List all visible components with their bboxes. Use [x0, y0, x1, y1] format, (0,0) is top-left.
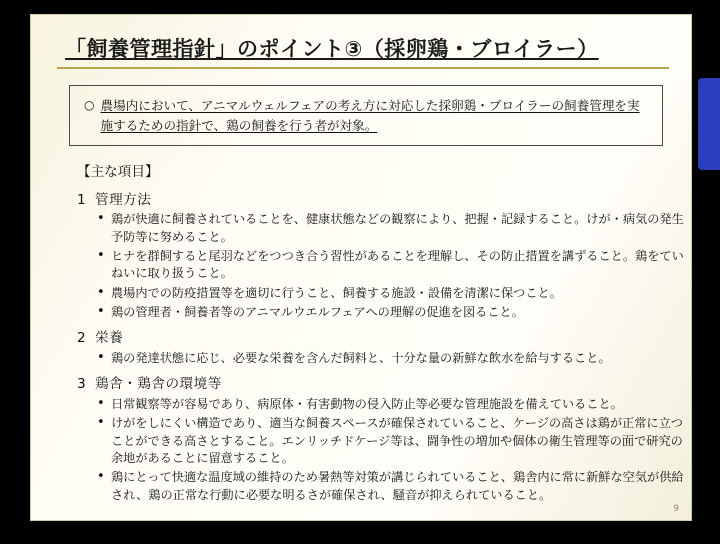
page-title-text	[65, 33, 665, 63]
circle-marker-icon: ○	[84, 98, 95, 112]
section-heading-2	[77, 329, 687, 349]
intro-box	[69, 85, 663, 146]
intro-paragraph	[84, 96, 650, 135]
page-title	[65, 33, 665, 63]
main-items-heading: 【主な項目】	[77, 164, 159, 180]
bullet-list-2	[95, 350, 687, 367]
section-name-2: 栄養	[95, 330, 124, 347]
slide-page	[30, 14, 692, 521]
body-content	[77, 163, 687, 506]
list-item: • 鶏にとって快適な温度域の維持のため暑熱等対策が講じられていること、鶏舎内に常に新鮮な空気が供給され、鶏の正常な行動に必要な明るさが確保され、騒音が抑えられていること。	[95, 469, 687, 504]
list-item: • ヒナを群飼すると尾羽などをつつき合う習性があることを理解し、その防止措置を講ずること。鶏をていねいに取り扱うこと。	[95, 248, 687, 283]
list-item: • 日常観察等が容易であり、病原体・有害動物の侵入防止等必要な管理施設を備えていること。	[95, 396, 687, 413]
list-item: • けがをしにくい構造であり、適当な飼養スペースが確保されていること、ケージの高さは鶏が正常に立つことができる高さとすること。エンリッチドケージ等は、闘争性の増加や個体の衛生管理等の面で研究の余地があることに留意すること。	[95, 415, 687, 467]
list-item: • 鶏が快適に飼養されていることを、健康状態などの観察により、把握・記録すること。けが・病気の発生予防等に努めること。	[95, 211, 687, 246]
list-item: • 鶏の発達状態に応じ、必要な栄養を含んだ飼料と、十分な量の新鮮な飲水を給与すること。	[95, 350, 687, 367]
title-divider	[57, 67, 669, 69]
page-number: 9	[673, 504, 679, 514]
section-heading-1	[77, 191, 687, 211]
bullet-list-3	[95, 396, 687, 504]
section-name-1: 管理方法	[95, 191, 152, 208]
list-item: • 鶏の管理者・飼養者等のアニマルウエルフェアへの理解の促進を図ること。	[95, 304, 687, 321]
section-name-3: 鶏舎・鶏舎の環境等	[95, 376, 222, 393]
section-heading-3	[77, 375, 687, 395]
list-item: • 農場内での防疫措置等を適切に行うこと、飼養する施設・設備を清潔に保つこと。	[95, 285, 687, 302]
section-number-3: 3	[77, 376, 87, 393]
section-number-2: 2	[77, 330, 87, 347]
section-number-1: 1	[77, 191, 87, 208]
blue-edge-tab	[698, 78, 720, 170]
page-title-underlined: 「飼養管理指針」のポイント③（採卵鶏・ブロイラー）	[65, 37, 599, 61]
bullet-list-1	[95, 211, 687, 321]
intro-text: 農場内において、アニマルウェルフェアの考え方に対応した採卵鶏・ブロイラーの飼養管理を実施するための指針で、鶏の飼養を行う者が対象。	[100, 98, 640, 133]
